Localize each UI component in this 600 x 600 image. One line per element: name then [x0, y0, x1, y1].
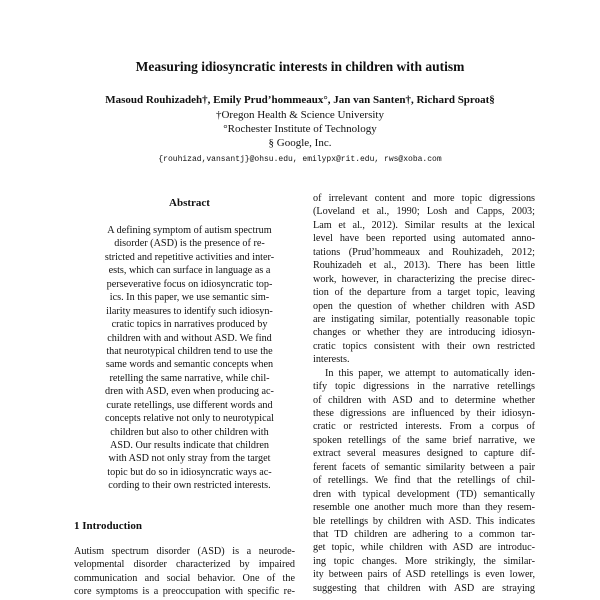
body-text-line: extract several measures designed to capture dif- [313, 448, 535, 460]
body-text-line: work, however, in characterizing the precise direc- [313, 273, 535, 285]
abstract-line: with ASD not only stray from the target [108, 453, 271, 465]
body-text-line: Rouhizadeh et al., 2013). There has been little [313, 260, 535, 272]
body-text-line: changes or whether they are introducing idiosyn- [313, 327, 535, 339]
body-text-line: ble retellings by children with ASD. This indicates [313, 515, 535, 527]
paper-title: Measuring idiosyncratic interests in children with autism [135, 59, 465, 74]
body-text-line: suggesting that children with ASD are straying [313, 582, 535, 594]
affiliation-ohsu: †Oregon Health & Science University [215, 109, 384, 121]
abstract-line: that neurotypical children tend to use the [106, 345, 273, 357]
abstract-line: topic but do so in idiosyncratic ways ac- [107, 466, 272, 478]
introduction-line: velopmental disorder characterized by impaired [74, 559, 295, 571]
affiliation-rit: °Rochester Institute of Technology [223, 123, 377, 135]
introduction-line: Autism spectrum disorder (ASD) is a neurode- [74, 546, 295, 557]
abstract-line: same words and semantic concepts when [105, 359, 274, 371]
introduction-line: core symptoms is a preoccupation with specific re- [74, 586, 295, 598]
body-text-line: ferent facets of semantic similarity between a pair [313, 461, 535, 473]
abstract-line: children with and without ASD. We find [107, 332, 272, 344]
abstract-line: A defining symptom of autism spectrum [107, 225, 272, 236]
abstract-line: retelling the same narrative, while chil- [109, 372, 270, 384]
body-text-line: of children with ASD and to determine whether [313, 394, 535, 406]
abstract-line: ics. In this paper, we use semantic sim- [109, 292, 270, 304]
abstract-line: perseverative focus on idiosyncratic top- [106, 278, 273, 290]
body-text-line: of retellings. We find that the retellings of chil- [313, 475, 535, 487]
abstract-line: dren with ASD, even when producing ac- [105, 386, 274, 398]
introduction-line: communication and social behavior. One of the [74, 572, 295, 584]
body-text-line: are instigating similar, potentially reasonable topic [313, 313, 535, 325]
body-text-line: dren with typical development (TD) semantically [313, 488, 535, 500]
body-text-line: In this paper, we attempt to automatically iden- [325, 367, 535, 379]
abstract-line: stricted and repetitive activities and inter- [104, 251, 275, 263]
body-text-line: cratic topics consistent with their own restricted [313, 340, 535, 352]
affiliation-google: § Google, Inc. [268, 137, 332, 149]
body-text-line: of irrelevant content and more topic digressions [313, 193, 535, 204]
introduction-heading: 1 Introduction [74, 520, 142, 532]
abstract-line: ASD. Our results indicate that children [109, 440, 269, 451]
abstract-line: ilarity measures to identify such idiosyn- [106, 305, 273, 317]
abstract-line: curate retellings, use different words and [106, 399, 273, 411]
body-text-line: cratic or restricted interests. From a corpus of [313, 421, 535, 433]
body-text-line: tations (Prud’hommeaux and Rouhizadeh, 2012; [313, 246, 535, 258]
body-text-line: interests. [313, 354, 350, 366]
abstract-heading: Abstract [169, 197, 210, 209]
body-text-line: spoken retellings of the same brief narrative, we [313, 434, 535, 446]
abstract-line: ests, which can surface in language as a [108, 265, 271, 277]
abstract-line: concepts relative not only to neurotypical [105, 413, 274, 425]
body-text-line: these digressions are influenced by their idiosyn- [313, 408, 535, 419]
abstract-line: children but also to other children with [110, 426, 269, 438]
introduction-body [74, 545, 295, 599]
body-text-line: (Loveland et al., 1990; Losh and Capps, 2003; [313, 206, 535, 218]
body-text-line: level have been reported using automated anno- [313, 233, 535, 245]
body-text-line: that TD children are adhering to a common tar- [313, 528, 535, 540]
body-text-line: open the question of whether children with ASD [313, 300, 535, 312]
body-text-line: tify topic digressions in the narrative retellings [313, 381, 535, 393]
body-text-line: get topic, while children with ASD are introduc- [313, 542, 535, 554]
abstract-line: cording to their own restricted interests. [108, 480, 271, 492]
author-emails: {rouhizad,vansantj}@ohsu.edu, emilypx@rit.edu, rws@xoba.com [158, 155, 442, 164]
right-column-body [313, 192, 535, 595]
body-text-line: resemble one another much more than they resem- [313, 502, 535, 514]
abstract-line: disorder (ASD) is the presence of re- [114, 238, 265, 250]
abstract-body [90, 224, 289, 493]
author-list: Masoud Rouhizadeh†, Emily Prud’hommeaux°, Jan van Santen†, Richard Sproat§ [105, 94, 495, 106]
body-text-line: ing topic changes. More strikingly, the similar- [313, 555, 535, 567]
body-text-line: tion of the departure from a target topic, leaving [313, 287, 535, 299]
body-text-line: ity between pairs of ASD retellings is even lower, [313, 569, 535, 581]
abstract-line: cratic topics in narratives produced by [111, 319, 268, 331]
body-text-line: Lam et al., 2012). Similar results at the lexical [313, 219, 535, 231]
